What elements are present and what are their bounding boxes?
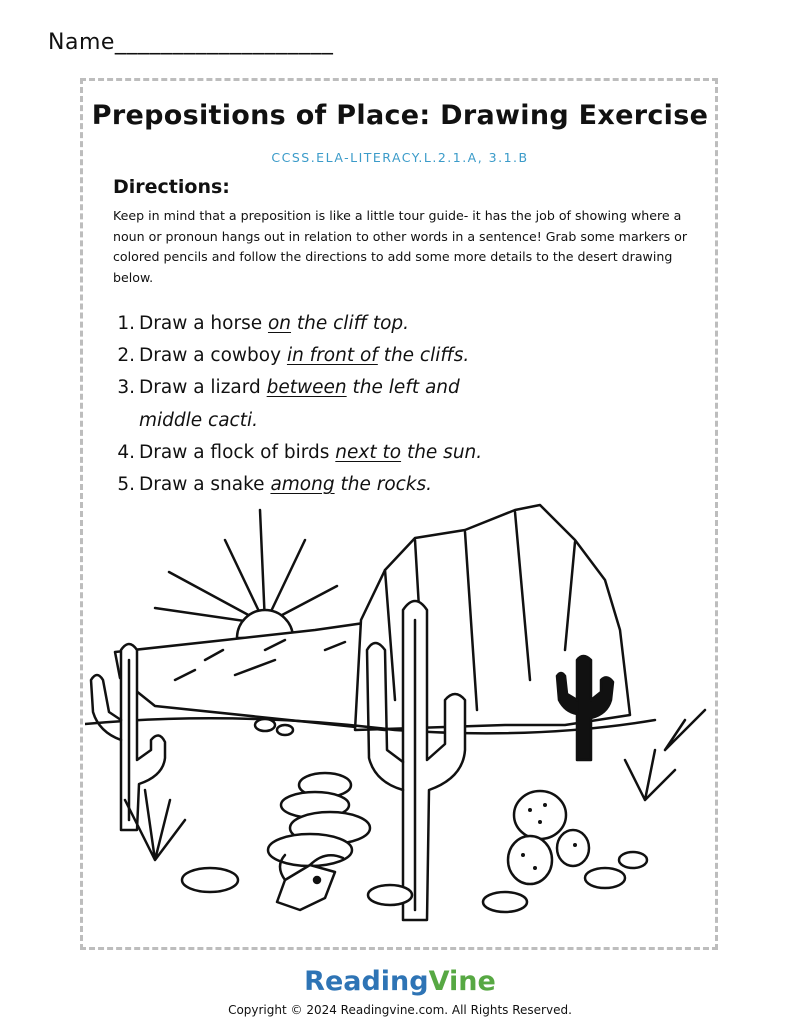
sun-icon — [155, 510, 337, 638]
task-number: 2. — [117, 345, 135, 367]
task-preposition: next to — [335, 441, 402, 463]
task-item — [113, 340, 539, 372]
task-preposition: in front of — [286, 345, 378, 367]
desert-illustration — [85, 500, 715, 940]
logo-reading: Reading — [304, 966, 429, 997]
directions-text: Keep in mind that a preposition is like a little tour guide- it has the job of showing where a noun or pronoun hangs out in relation to other words in a sentence! Grab some markers or colored pencils and follow the directions to add some more details to the desert drawing below. — [113, 208, 688, 285]
task-number: 5. — [117, 474, 135, 496]
task-text: Draw a horse — [139, 313, 268, 334]
rock-stack-icon — [268, 773, 370, 866]
task-text: Draw a flock of birds — [139, 441, 336, 463]
brand-logo — [0, 966, 800, 997]
task-preposition: among — [270, 474, 335, 496]
task-text: Draw a cowboy — [139, 345, 287, 367]
far-cliffs-icon — [115, 620, 385, 730]
task-number: 3. — [117, 377, 135, 399]
task-text: Draw a lizard — [139, 377, 267, 399]
task-text-end: the sun. — [401, 441, 483, 463]
task-number: 1. — [117, 313, 135, 334]
task-text: Draw a snake — [139, 474, 271, 496]
task-item — [113, 437, 539, 469]
task-text-end: the cliffs. — [377, 345, 470, 367]
worksheet-title: Prepositions of Place: Drawing Exercise — [91, 100, 709, 131]
task-preposition: between — [266, 377, 347, 399]
directions-heading: Directions: — [113, 176, 230, 198]
name-field-label: Name___________________ — [48, 30, 334, 55]
prickly-pear-icon — [508, 791, 589, 884]
task-number: 4. — [117, 441, 135, 463]
task-item — [113, 308, 539, 340]
logo-vine: Vine — [428, 966, 496, 997]
task-item — [113, 469, 539, 501]
task-list — [113, 308, 539, 501]
task-item — [113, 372, 539, 436]
task-text-end: the rocks. — [334, 474, 433, 496]
task-preposition: on — [267, 313, 292, 334]
copyright-text: Copyright © 2024 Readingvine.com. All Rights Reserved. — [228, 1003, 572, 1017]
task-text-end: the left and middle cacti. — [139, 377, 460, 431]
task-text-end: the cliff top. — [291, 313, 410, 334]
standard-code: CCSS.ELA-LITERACY.L.2.1.A, 3.1.B — [271, 150, 529, 165]
